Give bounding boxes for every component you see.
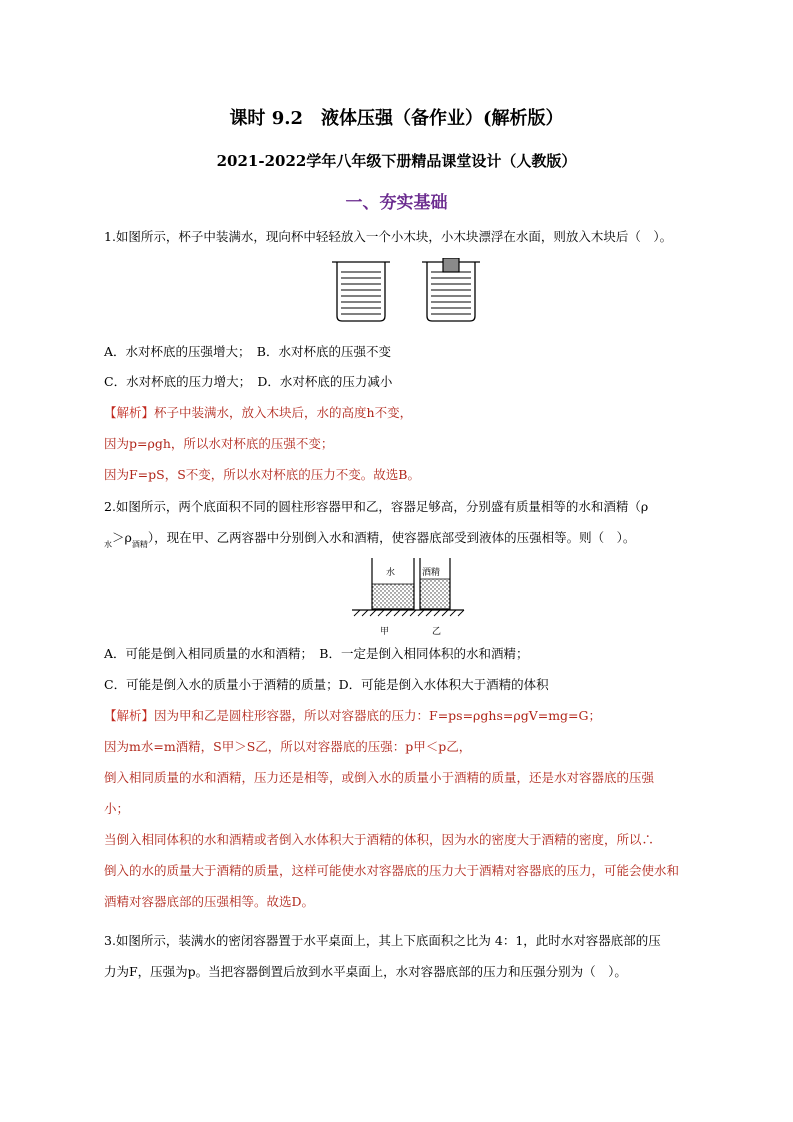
q2-label-alcohol: 酒精	[422, 568, 441, 578]
q3-stem-2: 力为F，压强为p。当把容器倒置后放到水平桌面上，水对容器底部的压力和压强分别为（ ）。	[104, 964, 627, 979]
q1-stem: 1.如图所示，杯子中装满水，现向杯中轻轻放入一个小木块，小木块漂浮在水面，则放入木块后（ ）。	[104, 229, 673, 244]
q2-analysis-3: 倒入相同质量的水和酒精，压力还是相等，或倒入水的质量小于酒精的质量，还是水对容器底的压强	[104, 770, 655, 785]
q2-analysis-4: 小；	[104, 801, 130, 816]
q2-container-jia	[372, 558, 414, 609]
q1-analysis-text: 杯子中装满水，放入木块后，水的高度h不变，	[154, 405, 413, 420]
q2-sub-water: 水	[104, 540, 112, 549]
q2-analysis-text: 因为甲和乙是圆柱形容器，所以对容器底的压力：F=ps=ρghs=ρgV=mg=G；	[154, 708, 602, 723]
q2-options-cd: C．可能是倒入水的质量小于酒精的质量；D．可能是倒入水体积大于酒精的体积	[104, 677, 549, 692]
q2-sub-alcohol: 酒精	[131, 540, 148, 549]
q2-analysis-5: 当倒入相同体积的水和酒精或者倒入水体积大于酒精的体积，因为水的密度大于酒精的密度，所以∴	[104, 832, 655, 847]
q2-container-yi	[420, 558, 450, 609]
analysis-tag: 【解析】	[104, 405, 155, 420]
q2-label-jia: 甲	[380, 627, 390, 637]
q1-options-ab: A．水对杯底的压强增大； B．水对杯底的压强不变	[104, 344, 391, 359]
q2-analysis-7: 酒精对容器底部的压强相等。故选D。	[104, 894, 315, 909]
page-title: 课时 9.2 液体压强（备作业）(解析版）	[229, 108, 564, 129]
q1-wood-block	[443, 258, 459, 272]
q1-analysis-1	[104, 405, 412, 421]
q3-stem-1: 3.如图所示，装满水的密闭容器置于水平桌面上，其上下底面积之比为 4：1，此时水对容器底部的压	[104, 933, 661, 948]
analysis-tag: 【解析】	[104, 708, 155, 723]
q2-label-yi: 乙	[432, 627, 442, 637]
q2-tabletop-hatch	[354, 610, 464, 616]
q2-stem-1: 2.如图所示，两个底面积不同的圆柱形容器甲和乙，容器足够高，分别盛有质量相等的水和酒精（ρ	[104, 499, 649, 514]
q2-analysis-2: 因为m水=m酒精，S甲＞S乙，所以对容器底的压强：p甲＜p乙，	[104, 739, 472, 754]
q2-stem-2	[104, 530, 635, 553]
q1-cup-left	[332, 262, 390, 321]
q1-analysis-2: 因为p=ρgh，所以水对杯底的压强不变；	[104, 436, 334, 451]
q1-analysis-3: 因为F=pS，S不变，所以水对杯底的压力不变。故选B。	[104, 467, 420, 482]
q2-figure-containers	[350, 556, 466, 638]
page-subtitle: 2021-2022学年八年级下册精品课堂设计（人教版）	[216, 152, 577, 170]
q2-stem-2-text: ），现在甲、乙两容器中分别倒入水和酒精，使容器底部受到液体的压强相等。则（ ）。	[147, 530, 636, 545]
q1-options-cd: C．水对杯底的压力增大； D．水对杯底的压力减小	[104, 374, 393, 389]
q2-options-ab: A．可能是倒入相同质量的水和酒精； B．一定是倒入相同体积的水和酒精；	[104, 646, 529, 661]
q2-analysis-1	[104, 708, 601, 724]
section-heading: 一、夯实基础	[345, 193, 448, 213]
q2-label-water: 水	[386, 568, 396, 578]
q2-analysis-6: 倒入的水的质量大于酒精的质量，这样可能使水对容器底的压力大于酒精对容器底的压力，可能会使水和	[104, 863, 680, 878]
q1-figure-cups	[330, 258, 480, 324]
q2-gt: ＞ρ	[112, 530, 132, 545]
